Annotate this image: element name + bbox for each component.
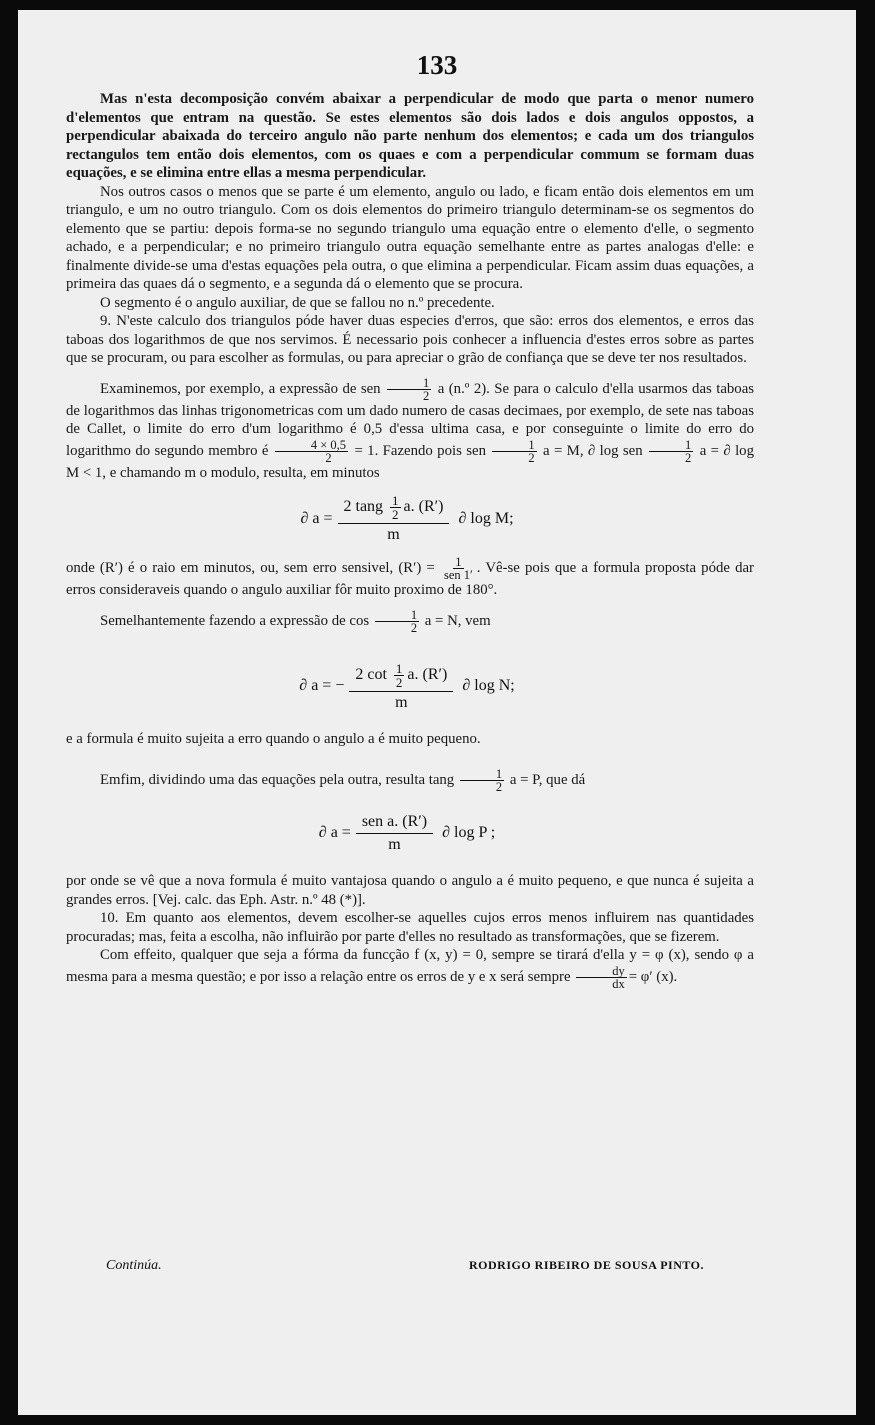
equation-cot: ∂ a = − 2 cot $\frac{1}{2}$ a. (R′) m ∂ log N; bbox=[299, 660, 515, 711]
text-run: Semelhantemente fazendo a expressão de cos bbox=[100, 612, 370, 629]
half-fraction: $\frac{1}{2}$ bbox=[492, 439, 536, 464]
paragraph: Mas n'esta decomposição convém abaixar a perpendicular de modo que parta o menor numero d'elementos que entram na questão. Se estes elementos são dois lados e dois angulos oppostos, a perpendicular abaixada do terceiro angulo não parte nenhum dos elementos; e cada um dos triangulos rectangulos tem então dois elementos, com os quaes e com a perpendicular commum se formam duas equações, e se elimina entre ellas a mesma perpendicular. bbox=[66, 91, 754, 181]
paragraph bbox=[66, 768, 754, 793]
paragraph: por onde se vê que a nova formula é muito vantajosa quando o angulo a é muito pequeno, e que nunca é sujeita a grandes erros. [Vej. calc. das Eph. Astr. n.º 48 (*)]. bbox=[66, 873, 754, 908]
text-run: a (n.º 2). Se para o calculo d'ella usarmos das taboas de logarithmos das linhas trigonometricas com um dado numero de casas decimaes, por exemplo, de sete nas taboas de Callet, o limite do erro d'um logarithmo é 0,5 d'essa ultima casa, e por conseguinte o limite do erro do logarithmo do segundo membro é bbox=[66, 380, 755, 459]
half-fraction: $\frac{1}{2}$ bbox=[375, 609, 419, 634]
half-fraction: $\frac{1}{2}$ bbox=[649, 439, 693, 464]
equation-tang: ∂ a = 2 tang $\frac{1}{2}$ a. (R′) m ∂ log M; bbox=[300, 493, 514, 543]
author-signature: RODRIGO RIBEIRO DE SOUSA PINTO. bbox=[469, 1258, 704, 1272]
page-footer bbox=[66, 1258, 754, 1274]
page-number: 133 bbox=[416, 50, 458, 80]
text-run: = φ′ (x). bbox=[628, 968, 678, 985]
paragraph bbox=[66, 556, 754, 600]
continued-label: Continúa. bbox=[106, 1258, 162, 1273]
error-fraction: $\frac{4 \times 0,5}{2}$ bbox=[275, 439, 348, 464]
paragraph: Nos outros casos o menos que se parte é um elemento, angulo ou lado, e ficam então dois elementos em um triangulo, e um no outro triangulo. Com os dois elementos do primeiro triangulo determinam-se os segmentos do elemento que se partiu: depois forma-se no segundo triangulo uma equação entre o elemento d'elle, o segmento achado, e a perpendicular; e no primeiro triangulo outra equação semelhante entre as partes analogas d'elle: e finalmente divide-se uma d'estas equações pela outra, o que elimina a perpendicular. Ficam assim duas equações, a primeira das quaes dá o segmento, e a segunda dá o elemento que se procura. bbox=[66, 183, 754, 292]
article-body bbox=[66, 90, 754, 990]
paragraph: 10. Em quanto aos elementos, devem escolher-se aquelles cujos erros menos influirem nas quantidades procuradas; mas, feita a escolha, não influirão por parte d'elles no resultado as transformações, que se fizerem. bbox=[66, 910, 754, 945]
text-run: onde (R′) é o raio em minutos, ou, sem erro sensivel, (R′) = bbox=[66, 559, 435, 576]
paragraph bbox=[66, 946, 754, 990]
text-run: a = N, vem bbox=[424, 612, 491, 629]
paragraph bbox=[66, 609, 754, 634]
text-run: = 1. Fazendo pois sen bbox=[354, 442, 486, 459]
dy-dx-fraction: $\frac{dy}{dx}$ bbox=[576, 965, 627, 990]
paragraph: e a formula é muito sujeita a erro quando o angulo a é muito pequeno. bbox=[66, 730, 481, 747]
paragraph: O segmento é o angulo auxiliar, de que se fallou no n.º precedente. bbox=[100, 294, 495, 311]
text-run: a = ∂ log M < 1, e chamando m o modulo, resulta, em minutos bbox=[66, 442, 754, 481]
newspaper-page bbox=[18, 10, 856, 1415]
text-run: Examinemos, por exemplo, a expressão de sen bbox=[100, 380, 381, 397]
text-run: Emfim, dividindo uma das equações pela outra, resulta tang bbox=[100, 771, 455, 788]
text-run: a = P, que dá bbox=[509, 771, 586, 788]
paragraph bbox=[66, 377, 754, 483]
paragraph: 9. N'este calculo dos triangulos póde haver duas especies d'erros, que são: erros dos elementos, e erros das taboas dos logarithmos de que nos servimos. É necessario pois conhecer a influencia d'estes erros sobre as partes que se procuram, ou para escolher as formulas, ou para apreciar o grão de confiança que se deve ter nos resultados. bbox=[66, 313, 754, 366]
half-fraction: $\frac{1}{2}$ bbox=[387, 377, 431, 402]
half-fraction: $\frac{1}{2}$ bbox=[460, 768, 504, 793]
text-run: a = M, ∂ log sen bbox=[543, 442, 643, 459]
equation-sen: ∂ a = $\frac{\text{sen a. (R′)}}{m}$ ∂ log P ; bbox=[318, 813, 496, 853]
text-run: Com effeito, qualquer que seja a fórma da funcção f (x, y) = 0, sempre se tirará d'ella y = φ (x), sendo φ a mesma para a mesma questão; e por isso a relação entre os erros de y e x será sempre bbox=[66, 947, 754, 985]
sen1-fraction: 1 sen 1′ bbox=[443, 555, 473, 582]
text-run: . Vê-se pois que a formula proposta póde dar erros consideraveis quando o angulo auxiliar fôr muito proximo de 180°. bbox=[66, 559, 754, 598]
